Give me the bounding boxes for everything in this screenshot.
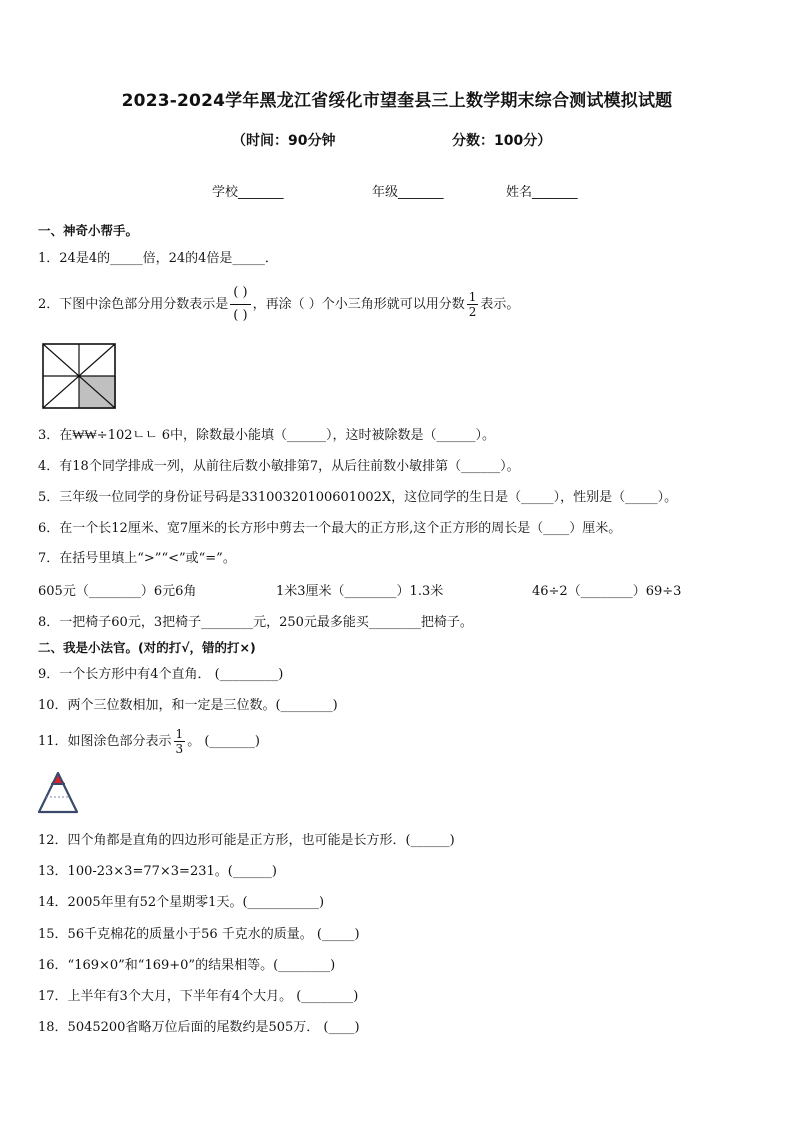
question-16: 16．“169×0”和“169+0”的结果相等。(________) bbox=[38, 958, 336, 973]
question-7-part-a: 605元（________）6元6角 bbox=[38, 584, 197, 599]
name-field: 姓名_______ bbox=[506, 185, 578, 200]
one-third-fraction bbox=[174, 727, 186, 756]
question-8: 8．一把椅子60元，3把椅子________元，250元最多能买________把椅子。 bbox=[38, 615, 473, 630]
question-17: 17．上半年有3个大月，下半年有4个大月。 (________) bbox=[38, 989, 359, 1004]
question-13: 13．100-23×3=77×3=231。(______) bbox=[38, 864, 277, 879]
question-3: 3．在₩₩÷102ㄴㄴ 6中，除数最小能填（______），这时被除数是（______）。 bbox=[38, 428, 496, 443]
question-18: 18．5045200省略万位后面的尾数约是505万． (____) bbox=[38, 1020, 360, 1035]
question-9: 9．一个长方形中有4个直角． (_________) bbox=[38, 667, 284, 682]
fraction-denominator: 3 bbox=[175, 742, 184, 756]
question-11-text-a: 11．如图涂色部分表示 bbox=[38, 734, 172, 749]
blank-fraction bbox=[230, 284, 250, 325]
question-1: 1．24是4的_____倍，24的4倍是_____． bbox=[38, 251, 278, 266]
question-14: 14．2005年里有52个星期零1天。(___________) bbox=[38, 895, 325, 910]
question-2-text-c: 表示。 bbox=[480, 297, 520, 312]
question-2-text-a: 2．下图中涂色部分用分数表示是 bbox=[38, 297, 229, 312]
question-5: 5．三年级一位同学的身份证号码是33100320100601002X，这位同学的生日是（_____），性别是（_____）。 bbox=[38, 490, 678, 505]
question-7-part-c: 46÷2（________）69÷3 bbox=[532, 584, 682, 599]
time-label: （时间：90分钟 bbox=[232, 133, 336, 149]
one-half-fraction bbox=[467, 290, 479, 319]
question-15: 15．56千克棉花的质量小于56 千克水的质量。 (_____) bbox=[38, 927, 360, 942]
question-2-text-b: ，再涂（ ）个小三角形就可以用分数 bbox=[252, 297, 465, 312]
fraction-numerator: 1 bbox=[468, 290, 477, 304]
square-triangles-figure bbox=[42, 343, 116, 409]
school-field: 学校_______ bbox=[212, 185, 284, 200]
question-2 bbox=[38, 284, 519, 325]
section-2-title: 二、我是小法官。(对的打√，错的打×) bbox=[38, 640, 256, 655]
question-12: 12．四个角都是直角的四边形可能是正方形，也可能是长方形．(______) bbox=[38, 833, 455, 848]
question-4: 4．有18个同学排成一列，从前往后数小敏排第7，从后往前数小敏排第（______）。 bbox=[38, 459, 520, 474]
score-label: 分数：100分） bbox=[452, 133, 552, 149]
fraction-denominator: ( ) bbox=[233, 308, 248, 323]
question-6: 6．在一个长12厘米、宽7厘米的长方形中剪去一个最大的正方形,这个正方形的周长是（____）厘米。 bbox=[38, 521, 622, 536]
trapezoid-figure bbox=[37, 770, 79, 814]
grade-field: 年级_______ bbox=[372, 185, 444, 200]
fraction-numerator: ( ) bbox=[230, 284, 250, 305]
fraction-denominator: 2 bbox=[468, 305, 477, 319]
page-title: 2023-2024学年黑龙江省绥化市望奎县三上数学期末综合测试模拟试题 bbox=[121, 91, 673, 111]
question-7: 7．在括号里填上“>”“<”或“=”。 bbox=[38, 551, 236, 566]
question-11 bbox=[38, 724, 260, 760]
fraction-numerator: 1 bbox=[175, 727, 184, 741]
section-1-title: 一、神奇小帮手。 bbox=[38, 223, 139, 238]
question-11-text-b: 。 (_______) bbox=[187, 734, 260, 749]
question-7-part-b: 1米3厘米（________）1.3米 bbox=[276, 584, 444, 599]
question-10: 10．两个三位数相加，和一定是三位数。(________) bbox=[38, 698, 338, 713]
